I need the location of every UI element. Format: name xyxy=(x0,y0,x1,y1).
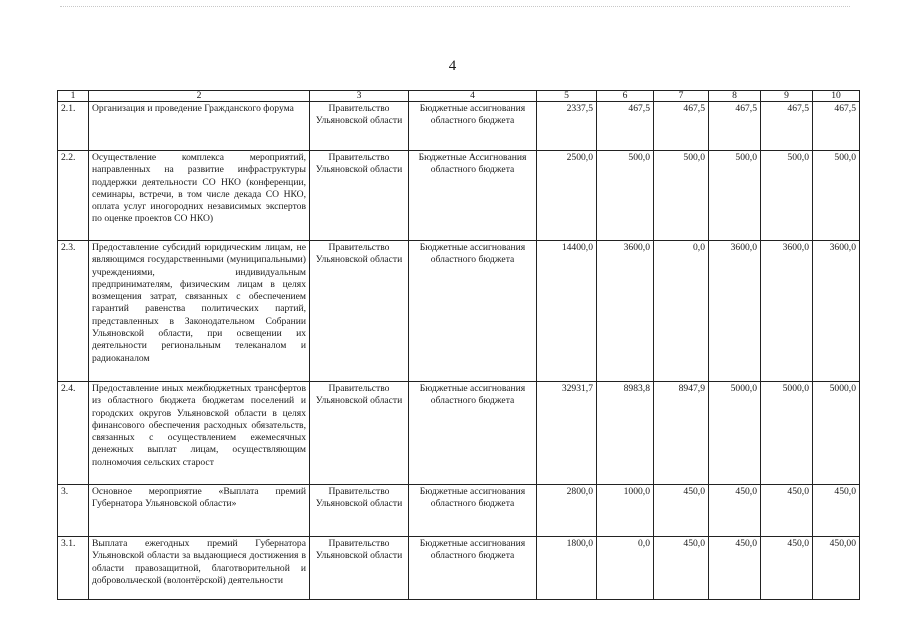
value-year: 450,0 xyxy=(813,485,860,537)
executor: Правительство Ульяновской области xyxy=(310,537,409,600)
value-year: 5000,0 xyxy=(813,382,860,485)
funding-source: Бюджетные ассигнования областного бюджета xyxy=(409,102,537,151)
col-header: 8 xyxy=(709,91,761,102)
row-number: 2.2. xyxy=(58,151,89,241)
value-year: 3600,0 xyxy=(813,241,860,382)
value-year: 450,0 xyxy=(709,537,761,600)
col-header: 5 xyxy=(537,91,597,102)
value-year: 450,0 xyxy=(761,485,813,537)
value-year: 0,0 xyxy=(654,241,709,382)
value-total: 2800,0 xyxy=(537,485,597,537)
value-year: 500,0 xyxy=(597,151,654,241)
value-total: 2500,0 xyxy=(537,151,597,241)
value-year: 8983,8 xyxy=(597,382,654,485)
value-year: 3600,0 xyxy=(709,241,761,382)
funding-source: Бюджетные ассигнования областного бюджета xyxy=(409,241,537,382)
value-year: 500,0 xyxy=(813,151,860,241)
table-row xyxy=(58,102,860,151)
funding-source: Бюджетные ассигнования областного бюджета xyxy=(409,485,537,537)
table-row xyxy=(58,537,860,600)
col-header: 3 xyxy=(310,91,409,102)
row-number: 2.1. xyxy=(58,102,89,151)
value-year: 467,5 xyxy=(709,102,761,151)
value-year: 500,0 xyxy=(761,151,813,241)
value-year: 8947,9 xyxy=(654,382,709,485)
header-row xyxy=(58,91,860,102)
value-total: 32931,7 xyxy=(537,382,597,485)
measure-name: Осуществление комплекса мероприятий, направленных на развитие инфраструктуры поддержки деятельности СО НКО (конференции, семинары, встречи, в том числе декада СО НКО, оплата услуг иногородних независимых экспертов по оценке проектов СО НКО) xyxy=(89,151,310,241)
measure-name: Организация и проведение Гражданского форума xyxy=(89,102,310,151)
value-year: 450,0 xyxy=(709,485,761,537)
col-header: 9 xyxy=(761,91,813,102)
value-year: 467,5 xyxy=(761,102,813,151)
value-year: 467,5 xyxy=(813,102,860,151)
col-header: 10 xyxy=(813,91,860,102)
funding-source: Бюджетные ассигнования областного бюджета xyxy=(409,537,537,600)
budget-table xyxy=(57,90,860,600)
funding-source: Бюджетные ассигнования областного бюджета xyxy=(409,382,537,485)
col-header: 6 xyxy=(597,91,654,102)
table-row xyxy=(58,241,860,382)
executor: Правительство Ульяновской области xyxy=(310,485,409,537)
executor: Правительство Ульяновской области xyxy=(310,102,409,151)
measure-name: Основное мероприятие «Выплата премий Губернатора Ульяновской области» xyxy=(89,485,310,537)
value-year: 500,0 xyxy=(654,151,709,241)
executor: Правительство Ульяновской области xyxy=(310,382,409,485)
measure-name: Предоставление иных межбюджетных трансфертов из областного бюджета бюджетам поселений и городских округов Ульяновской области в целях финансового обеспечения расходных обязательств, связанных с осуществлением ежемесячных денежных выплат лицам, осуществляющим полномочия сельских старост xyxy=(89,382,310,485)
value-year: 467,5 xyxy=(654,102,709,151)
row-number: 2.4. xyxy=(58,382,89,485)
row-number: 2.3. xyxy=(58,241,89,382)
col-header: 2 xyxy=(89,91,310,102)
col-header: 4 xyxy=(409,91,537,102)
executor: Правительство Ульяновской области xyxy=(310,241,409,382)
value-year: 450,00 xyxy=(813,537,860,600)
funding-source: Бюджетные Ассигнования областного бюджета xyxy=(409,151,537,241)
page-number: 4 xyxy=(448,58,457,74)
value-year: 3600,0 xyxy=(761,241,813,382)
value-total: 2337,5 xyxy=(537,102,597,151)
table-row xyxy=(58,382,860,485)
value-total: 14400,0 xyxy=(537,241,597,382)
table-row xyxy=(58,151,860,241)
value-year: 0,0 xyxy=(597,537,654,600)
measure-name: Выплата ежегодных премий Губернатора Ульяновской области за выдающиеся достижения в области правозащитной, благотворительной и добровольческой (волонтёрской) деятельности xyxy=(89,537,310,600)
col-header: 1 xyxy=(58,91,89,102)
value-year: 450,0 xyxy=(761,537,813,600)
col-header: 7 xyxy=(654,91,709,102)
value-year: 5000,0 xyxy=(761,382,813,485)
executor: Правительство Ульяновской области xyxy=(310,151,409,241)
value-year: 3600,0 xyxy=(597,241,654,382)
table-row xyxy=(58,485,860,537)
value-year: 500,0 xyxy=(709,151,761,241)
value-year: 467,5 xyxy=(597,102,654,151)
value-total: 1800,0 xyxy=(537,537,597,600)
value-year: 1000,0 xyxy=(597,485,654,537)
measure-name: Предоставление субсидий юридическим лицам, не являющимся государственными (муниципальными) учреждениями, индивидуальным предпринимателям, физическим лицам в целях возмещения затрат, связанных с обеспечением гарантий равенства политических партий, представленных в Законодательном Собрании Ульяновской области, при освещении их деятельности региональным телеканалом и радиоканалом xyxy=(89,241,310,382)
row-number: 3. xyxy=(58,485,89,537)
row-number: 3.1. xyxy=(58,537,89,600)
value-year: 450,0 xyxy=(654,485,709,537)
value-year: 450,0 xyxy=(654,537,709,600)
value-year: 5000,0 xyxy=(709,382,761,485)
scan-noise-line xyxy=(60,6,850,9)
